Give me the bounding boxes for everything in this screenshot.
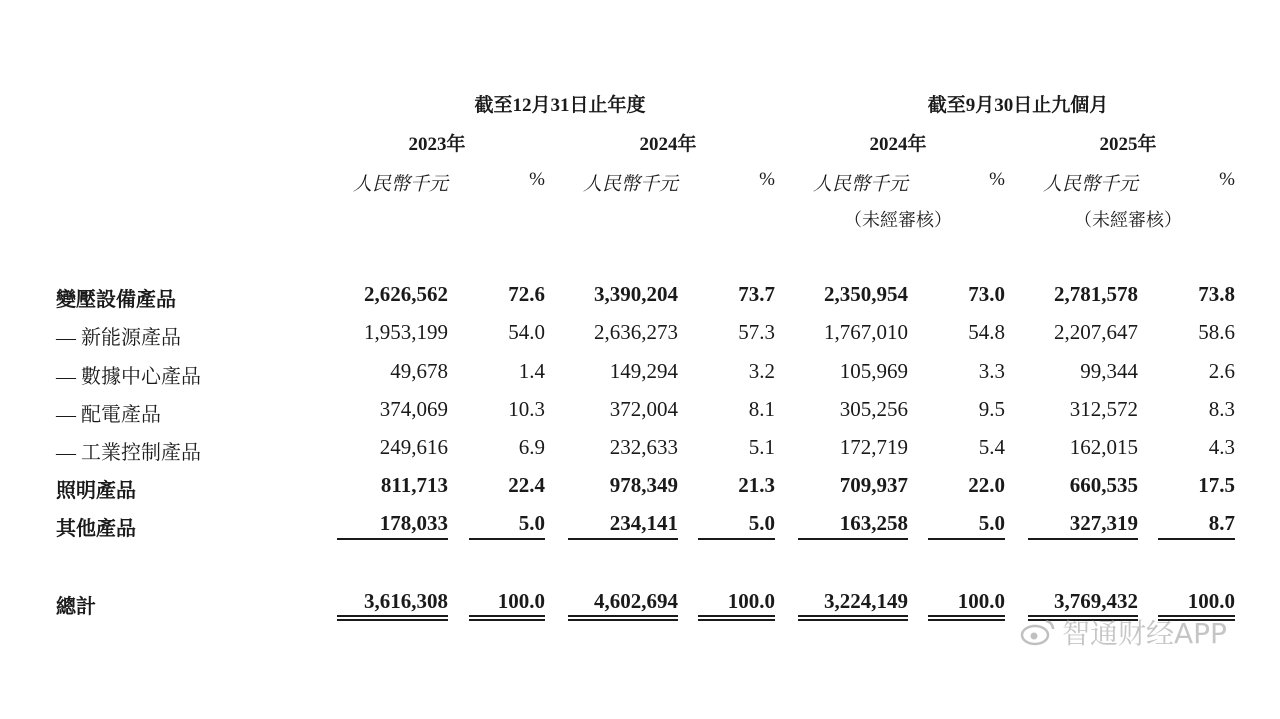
percent-cell: 17.5 xyxy=(1198,473,1235,497)
percent-cell: 54.8 xyxy=(968,320,1005,344)
percent-cell: 3.2 xyxy=(748,359,775,383)
weibo-logo-icon xyxy=(1020,617,1056,647)
percent-cell: 8.1 xyxy=(748,397,775,421)
watermark xyxy=(1020,612,1227,652)
unaudited-note: （未經審核） xyxy=(844,210,952,230)
unaudited-note: （未經審核） xyxy=(1074,210,1182,230)
total-percent-cell: 100.0 xyxy=(497,589,545,613)
subtotal-underline xyxy=(568,538,678,540)
amount-cell: 374,069 xyxy=(379,397,448,421)
percent-cell: 8.3 xyxy=(1208,397,1235,421)
amount-cell: 163,258 xyxy=(839,511,908,535)
amount-cell: 99,344 xyxy=(1080,359,1138,383)
amount-cell: 149,294 xyxy=(609,359,678,383)
amount-cell: 1,767,010 xyxy=(824,320,908,344)
percent-cell: 2.6 xyxy=(1208,359,1235,383)
year-header: 2024年 xyxy=(869,134,927,155)
amount-cell: 2,207,647 xyxy=(1054,320,1138,344)
amount-cell: 178,033 xyxy=(379,511,448,535)
subtotal-underline xyxy=(698,538,775,540)
percent-cell: 72.6 xyxy=(508,282,545,306)
percent-cell: 5.0 xyxy=(978,511,1005,535)
year-header: 2025年 xyxy=(1099,134,1157,155)
total-percent-cell: 100.0 xyxy=(727,589,775,613)
row-label: — 工業控制產品 xyxy=(56,442,201,464)
percent-cell: 22.0 xyxy=(968,473,1005,497)
total-label: 總計 xyxy=(56,596,96,618)
unit-percent-header: % xyxy=(759,169,775,190)
total-double-underline xyxy=(568,615,678,621)
amount-cell: 105,969 xyxy=(839,359,908,383)
amount-cell: 978,349 xyxy=(609,473,678,497)
percent-cell: 5.0 xyxy=(518,511,545,535)
total-amount-cell: 3,616,308 xyxy=(364,589,448,613)
percent-cell: 73.8 xyxy=(1198,282,1235,306)
header-group-fiscal-year: 截至12月31日止年度 xyxy=(474,95,646,116)
amount-cell: 172,719 xyxy=(839,435,908,459)
percent-cell: 73.7 xyxy=(738,282,775,306)
total-amount-cell: 3,224,149 xyxy=(824,589,908,613)
total-double-underline xyxy=(698,615,775,621)
subtotal-underline xyxy=(1028,538,1138,540)
percent-cell: 58.6 xyxy=(1198,320,1235,344)
percent-cell: 57.3 xyxy=(738,320,775,344)
percent-cell: 21.3 xyxy=(738,473,775,497)
subtotal-underline xyxy=(1158,538,1235,540)
percent-cell: 4.3 xyxy=(1208,435,1235,459)
percent-cell: 5.1 xyxy=(748,435,775,459)
subtotal-underline xyxy=(928,538,1005,540)
percent-cell: 22.4 xyxy=(508,473,545,497)
total-amount-cell: 4,602,694 xyxy=(594,589,678,613)
percent-cell: 6.9 xyxy=(518,435,545,459)
amount-cell: 2,781,578 xyxy=(1054,282,1138,306)
percent-cell: 73.0 xyxy=(968,282,1005,306)
unit-percent-header: % xyxy=(989,169,1005,190)
percent-cell: 8.7 xyxy=(1208,511,1235,535)
row-label: 照明產品 xyxy=(56,480,136,502)
amount-cell: 305,256 xyxy=(839,397,908,421)
percent-cell: 9.5 xyxy=(978,397,1005,421)
row-label: 其他產品 xyxy=(56,518,136,540)
total-double-underline xyxy=(798,615,908,621)
percent-cell: 1.4 xyxy=(518,359,545,383)
percent-cell: 10.3 xyxy=(508,397,545,421)
percent-cell: 5.0 xyxy=(748,511,775,535)
amount-cell: 709,937 xyxy=(839,473,908,497)
amount-cell: 49,678 xyxy=(390,359,448,383)
amount-cell: 372,004 xyxy=(609,397,678,421)
amount-cell: 232,633 xyxy=(609,435,678,459)
watermark-text: 智通财经APP xyxy=(1062,617,1227,650)
amount-cell: 660,535 xyxy=(1069,473,1138,497)
row-label: — 數據中心產品 xyxy=(56,366,201,388)
amount-cell: 327,319 xyxy=(1069,511,1138,535)
unit-percent-header: % xyxy=(1219,169,1235,190)
amount-cell: 811,713 xyxy=(380,473,448,497)
amount-cell: 2,636,273 xyxy=(594,320,678,344)
percent-cell: 5.4 xyxy=(978,435,1005,459)
amount-cell: 249,616 xyxy=(379,435,448,459)
total-percent-cell: 100.0 xyxy=(957,589,1005,613)
year-header: 2024年 xyxy=(639,134,697,155)
row-label: 變壓設備產品 xyxy=(56,289,176,311)
year-header: 2023年 xyxy=(408,134,466,155)
header-group-nine-months: 截至9月30日止九個月 xyxy=(927,95,1109,116)
subtotal-underline xyxy=(798,538,908,540)
amount-cell: 1,953,199 xyxy=(364,320,448,344)
amount-cell: 162,015 xyxy=(1069,435,1138,459)
total-amount-cell: 3,769,432 xyxy=(1054,589,1138,613)
subtotal-underline xyxy=(469,538,545,540)
unit-amount-header: 人民幣千元 xyxy=(812,174,908,195)
amount-cell: 2,350,954 xyxy=(824,282,908,306)
percent-cell: 3.3 xyxy=(978,359,1005,383)
percent-cell: 54.0 xyxy=(508,320,545,344)
total-double-underline xyxy=(469,615,545,621)
row-label: — 配電產品 xyxy=(56,404,161,426)
unit-percent-header: % xyxy=(529,169,545,190)
unit-amount-header: 人民幣千元 xyxy=(582,174,678,195)
unit-amount-header: 人民幣千元 xyxy=(352,174,448,195)
unit-amount-header: 人民幣千元 xyxy=(1042,174,1138,195)
total-double-underline xyxy=(337,615,448,621)
amount-cell: 312,572 xyxy=(1069,397,1138,421)
subtotal-underline xyxy=(337,538,448,540)
row-label: — 新能源產品 xyxy=(56,327,181,349)
total-double-underline xyxy=(928,615,1005,621)
amount-cell: 2,626,562 xyxy=(364,282,448,306)
total-percent-cell: 100.0 xyxy=(1187,589,1235,613)
amount-cell: 234,141 xyxy=(609,511,678,535)
amount-cell: 3,390,204 xyxy=(594,282,678,306)
